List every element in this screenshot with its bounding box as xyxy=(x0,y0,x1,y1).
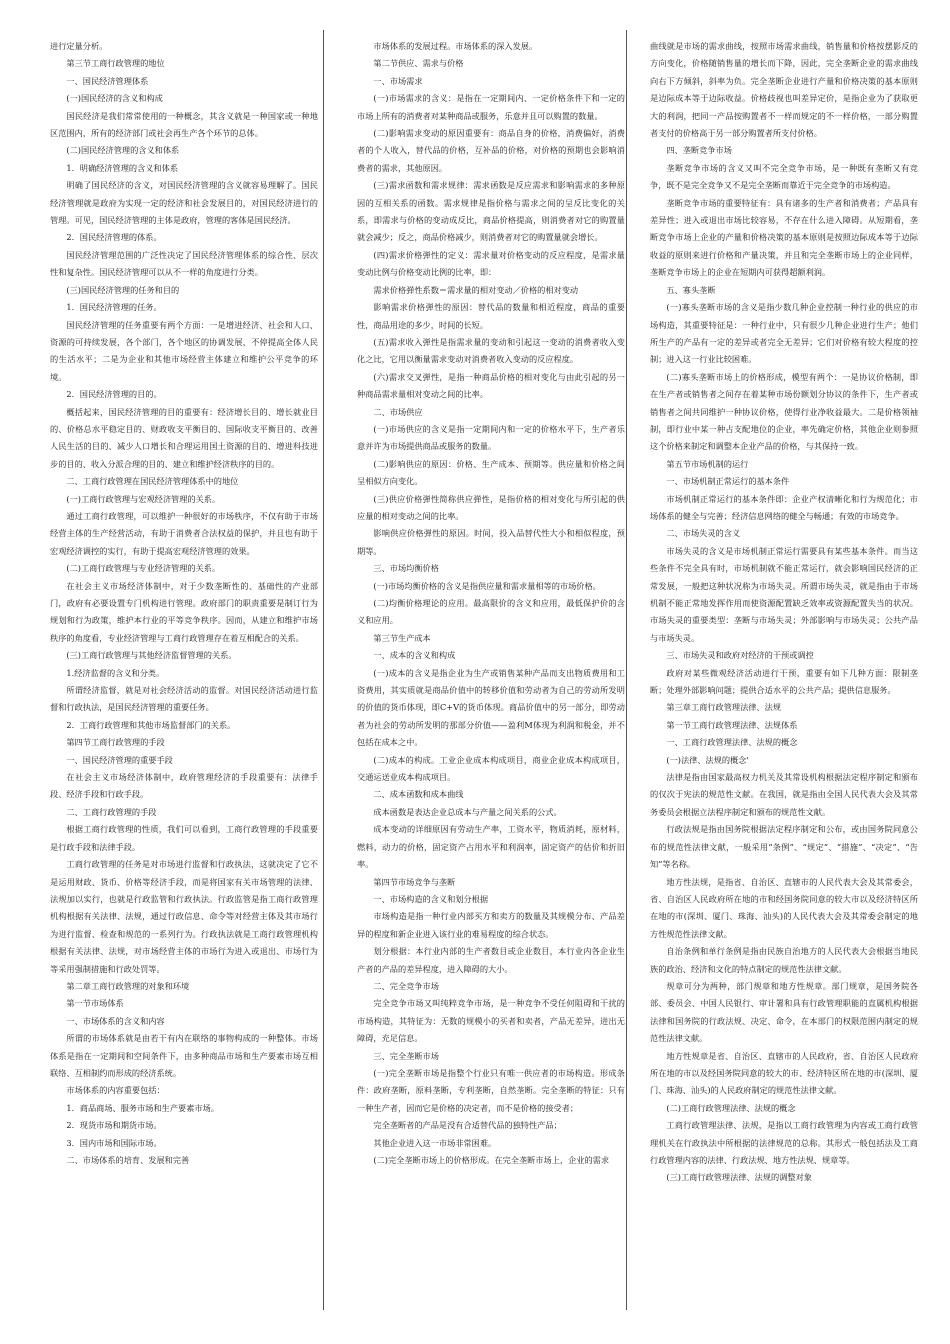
paragraph: (二)成本的构成。工业企业成本构成项目，商业企业成本构成项目，交通运送业成本构成项目。 xyxy=(357,754,625,783)
paragraph: (二)完全垄断市场上的价格形成。在完全垄断市场上，企业的需求 xyxy=(373,1155,610,1165)
paragraph: (三)供应价格弹性简称供应弹性，是指价格的相对变化与所引起的供应量的相对变动之间的比率。 xyxy=(357,493,625,521)
paragraph: (六)需求交叉弹性，是指一种商品价格的相对变化与由此引起的另一种商品需求量相对变动之间的比率。 xyxy=(357,371,625,400)
paragraph: 一、国民经济管理的重要手段 xyxy=(66,754,173,765)
paragraph: 一、成本的含义和构成 xyxy=(373,650,456,661)
paragraph: 3．国内市场和国际市场。 xyxy=(66,1137,162,1148)
paragraph: 概括起来，国民经济管理的目的重要有：经济增长目的、增长就业目的、价格总水平稳定目的、财政收支平衡目的、国际收支平衡目的、改善人民生活的目的、减少人口增长和合理运用国土资源的目的、增进科技进步的目的、收入分派合理的目的、建立和维护经济秩序的目的。 xyxy=(50,406,318,469)
paragraph: 1.经济监督的含义和分类。 xyxy=(66,667,165,678)
paragraph: 国民经济管理范围的广泛性决定了国民经济管理体系的综合性、层次性和复杂性。国民经济管理可以从不一样的角度进行分类。 xyxy=(50,249,318,278)
paragraph: 自治条例和单行条例是指由民族自治地方的人民代表大会根据当地民族的政治、经济和文化的特点制定的规范性法律文献。 xyxy=(650,946,918,974)
paragraph: 一、市场体系的含义和内容 xyxy=(66,1015,165,1026)
paragraph: 完全竞争市场又叫纯粹竞争市场，是一种竞争不受任何阻碍和干扰的市场构造，其特征为：无数的规模小的买者和卖者，产品无差异，进出无障碍，充足信息。 xyxy=(357,998,625,1044)
paragraph: (一)市场需求的含义：是指在一定期间内、一定价格条件下和一定的市场上所有的消费者对某种商品或服务，乐意并且可以购置的数量。 xyxy=(357,93,625,121)
paragraph: 二、完全竞争市场 xyxy=(373,980,439,991)
paragraph: (二)均衡价格理论的应用。最高限价的含义和应用，最低保护价的含义和应用。 xyxy=(357,598,625,626)
paragraph: (一)国民经济的含义和构成 xyxy=(66,93,163,104)
paragraph: 第三章工商行政管理法律、法规 xyxy=(666,702,782,713)
paragraph: 行政法规是指由国务院根据法定程序制定和公布，或由国务院同意公布的规范性法律文献，一般采用“条例”、“规定”、“措施”、“决定”、“告知”等名称。 xyxy=(650,824,918,870)
paragraph: 影响供应价格弹性的原因。时间，投入品替代性大小和相似程度，预期等。 xyxy=(357,528,625,556)
text-column-1 xyxy=(50,38,318,1333)
paragraph: 成本函数是表达企业总成本与产量之间关系的公式。 xyxy=(373,806,562,817)
paragraph: (二)影响供应的原因：价格、生产成本、预期等。供应量和价格之间呈相似方向变化。 xyxy=(357,458,625,487)
paragraph: 规章可分为两种，部门规章和地方性规章。部门规章，是国务院各部、委员会、中国人民银行、审计署和具有行政管理职能的直属机构根据法律和国务院的行政法规、决定、命令，在本部门的权限范围内制定的规范性法律文献。 xyxy=(650,980,918,1044)
paragraph: (一)法律、法规的概念' xyxy=(666,754,749,765)
paragraph: 在社会主义市场经济体制中，对于少数垄断性的、基础性的产业部门，政府有必要设置专门机构进行管理。政府部门的职责重要是制订行为规划和行为政策，维护本行业的平等竞争秩序。因而，从建立和维护市场秩序的角度看，专业经济管理与工商行政管理存在着互相配合的关系。 xyxy=(50,580,318,643)
paragraph: 第一节市场体系 xyxy=(66,998,124,1009)
paragraph: 一、工商行政管理法律、法规的概念 xyxy=(666,737,798,748)
paragraph: 三、市场均衡价格 xyxy=(373,563,439,574)
paragraph: 工商行政管理法律、法规，是指以工商行政管理为内容或工商行政管理机关在行政执法中所根据的法律规范的总称。其形式一般包括法及工商行政管理内容的法律、行政法规、地方性法规、规章等。 xyxy=(650,1120,918,1165)
text-column-2 xyxy=(357,38,625,1333)
paragraph: (五)需求收入弹性是指需求量的变动和引起这一变动的消费者收入变化之比，它用以衡量需求变动对消费者收入变动的反应程度。 xyxy=(357,336,625,365)
paragraph: 一、国民经济管理体系 xyxy=(66,75,149,86)
paragraph: 市场失灵的含义是市场机制正常运行需要具有某些基本条件。而当这些条件不完全具有时，市场机制就不能正常运行，就会影响国民经济的正常发展，一般把这种状况称为市场失灵。所谓市场失灵，就是指由于市场机制不能正常地发挥作用而使资源配置缺乏效率或资源配置失当的状况。市场失灵的重要类型：垄断与市场失灵；外部影响与市场失灵；公共产品与市场失灵。 xyxy=(650,545,918,643)
text-column-3 xyxy=(650,38,918,1333)
paragraph: 2．现货市场和期货市场。 xyxy=(66,1120,162,1131)
paragraph: (一)工商行政管理与宏观经济管理的关系。 xyxy=(66,493,221,504)
paragraph: 二、工商行政管理在国民经济管理体系中的地位 xyxy=(66,476,239,487)
paragraph: 三、市场失灵和政府对经济的干预或调控 xyxy=(666,650,814,661)
paragraph: (一)成本的含义是指企业为生产或销售某种产品而支出物质费用和工资费用，其实质就是商品价值中的转移价值和劳动者为自己的劳动所发明的价值的货币体现，即C+V的货币体现。商品价值中的另一部分，即劳动者为社会的劳动所发明的那部分价值——盈利M体现为利润和税金，并不包括在成本之中。 xyxy=(357,667,625,748)
paragraph: 地方性法规，是指省、自治区、直辖市的人民代表大会及其常委会，省、自治区人民政府所在地的市和经国务院同意的较大市以及经济特区所在地的市(深圳、厦门、珠海、汕头)的人民代表大会及其常委会制定的地方性规范性法律文献。 xyxy=(650,876,918,939)
paragraph: 国民经济是我们常常使用的一种概念，其含义就是一种国家或一种地区范围内，所有的经济部门或社会再生产各个环节的总体。 xyxy=(50,110,318,139)
paragraph: 五、寡头垄断 xyxy=(666,284,716,295)
paragraph: 第三节工商行政管理的地位 xyxy=(66,58,165,69)
paragraph: 二、市场体系的培育、发展和完善 xyxy=(66,1155,190,1165)
paragraph: (二)国民经济管理的含义和体系 xyxy=(66,145,180,156)
paragraph: 所谓的市场体系就是由若干有内在联络的事物构成的一种整体。市场体系是指在一定期间和空间条件下，由多种商品市场和生产要素市场互相联络、互相制约而形成的经济系统。 xyxy=(50,1033,318,1078)
paragraph: (一)市场均衡价格的含义是指供应量和需求量相等的市场价格。 xyxy=(373,580,601,591)
paragraph: 1．国民经济管理的任务。 xyxy=(66,302,162,313)
paragraph: 三、完全垄断市场 xyxy=(373,1050,439,1061)
paragraph: 国民经济管理的任务重要有两个方面：一是增进经济、社会和人口、资源的可持续发展，各个部门，各个地区的协调发展，不停提高全体人民的生活水平；二是为企业和其他市场经营主体建立和维护公平竞争的环境。 xyxy=(50,319,318,382)
paragraph: 完全垄断者的产品是没有合适替代品的独特性产品； xyxy=(373,1120,562,1131)
paragraph: 市场机制正常运行的基本条件即：企业产权清晰化和行为规范化；市场体系的健全与完善；经济信息网络的健全与畅通；有效的市场竞争。 xyxy=(650,493,918,521)
paragraph: 需求价格弹性系数＝需求量的相对变动／价格的相对变动 xyxy=(373,284,579,295)
paragraph: 2．工商行政管理和其他市场监督部门的关系。 xyxy=(66,719,236,730)
paragraph: (一)寡头垄断市场的含义是指少数几种企业控制一种行业的供应的市场构造，其重要特征是：一种行业中，只有很少几种企业进行生产；他们所生产的产品有一定的差异或者完全无差异；它们对价格有较大程度的控制；进入这一行业比较困难。 xyxy=(650,302,918,365)
paragraph: 一、市场机制正常运行的基本条件 xyxy=(666,476,790,487)
paragraph: (四)需求价格弹性的定义：需求量对价格变动的反应程度，是需求量变动比例与价格变动比例的比率，即： xyxy=(357,249,625,278)
paragraph: 政府对某些微观经济活动进行干预，重要有如下几种方面：限制垄断；处理外部影响问题；提供合适水平的公共产品；提供信息服务。 xyxy=(650,667,918,696)
paragraph: (二)工商行政管理与专业经济管理的关系。 xyxy=(66,563,221,574)
paragraph: 2．国民经济管理的体系。 xyxy=(66,232,162,243)
paragraph: 四、垄断竞争市场 xyxy=(666,145,732,156)
column-divider-left xyxy=(323,30,324,1310)
paragraph: 2．国民经济管理的目的。 xyxy=(66,389,162,400)
paragraph: 二、工商行政管理的手段 xyxy=(66,806,157,817)
paragraph: 划分根据：本行业内部的生产者数目或企业数目，本行业内各企业生产者的产品的差异程度，进入障碍的大小。 xyxy=(357,946,625,974)
paragraph: (三)工商行政管理与其他经济监督管理的关系。 xyxy=(66,650,237,661)
paragraph: 二、市场失灵的含义 xyxy=(666,528,741,539)
paragraph: (二)寡头垄断市场上的价格形成，模型有两个：一是协议价格制，即在生产者或销售者之间存在着某种市场份额划分协议的条件下，生产者或销售者之间共同维护一种协议价格，使得行业净收益最大。二是价格领袖制，即行业中某一种占支配地位的企业，率先确定价格，其他企业则参照这个价格来制定和调整本企业产品的价格，与其保持一致。 xyxy=(650,371,918,452)
paragraph: 曲线就是市场的需求曲线，按照市场需求曲线，销售量和价格按摆影反的方向变化，价格随销售量的增长而下降，因此，完全垄断企业的需求曲线向右下方倾斜，斜率为负。完全垄断企业进行产量和价格决策的基本原则是边际成本等于边际收益。价格歧视也叫差异定价，是指企业为了获取更大的利润，把同一产品按购置者不一样而规定的不一样价格，一部分购置者支付的价格高于另一部分购置者所支付价格。 xyxy=(650,41,918,139)
paragraph: 法律是指由国家最高权力机关及其常设机构根据法定程序制定和颁布的仅次于宪法的规范性文献。在我国，就是指由全国人民代表大会及其常务委员会根据立法程序制定和颁布的规范性文献。 xyxy=(650,772,918,817)
paragraph: 1．商品商场、服务市场和生产要素市场。 xyxy=(66,1102,219,1113)
paragraph: 所谓经济监督，就是对社会经济活动的监督。对国民经济活动进行监督和行政执法，是国民经济管理的重要任务。 xyxy=(50,685,318,713)
paragraph: 第二节供应、需求与价格 xyxy=(373,58,464,69)
paragraph: 成本变动的详细原因有劳动生产率，工资水平，物质消耗，原材料，燃料，动力的价格，固定资产占用水平和利润率，固定资产的估价和折旧率。 xyxy=(357,824,625,870)
paragraph: 垄断竞争市场的含义又叫不完全竞争市场，是一种既有垄断又有竞争，既不是完全竞争又不是完全垄断而靠近于完全竞争的市场构造。 xyxy=(650,162,918,191)
paragraph: 第三节生产成本 xyxy=(373,632,431,643)
paragraph: 通过工商行政管理，可以维护一种很好的市场秩序，不仅有助于市场经营主体的生产经营活动，有助于消费者合法权益的保护，并且也有助于宏观经济调控的实行，有助于提高宏观经济管理的效果。 xyxy=(50,510,318,556)
paragraph: (三)国民经济管理的任务和目的 xyxy=(66,284,180,295)
paragraph: (一)市场供应的含义是指一定期间内和一定的价格水平下，生产者乐意并许为市场提供商品或服务的数量。 xyxy=(357,423,625,452)
paragraph: 第五节市场机制的运行 xyxy=(666,458,749,469)
paragraph: 市场体系的内容重要包括： xyxy=(66,1085,165,1096)
paragraph: 明确了国民经济的含义，对国民经济管理的含义就容易理解了。国民经济管理就是政府为实现一定的经济和社会发展目的，对国民经济进行的管理。可见，国民经济管理的主体是政府，管理的客体是国民经济。 xyxy=(50,180,318,226)
paragraph: 根据工商行政管理的性质，我们可以看到，工商行政管理的手段重要是行政手段和法律手段。 xyxy=(50,824,318,852)
paragraph: 其他企业进入这一市场非常困难。 xyxy=(373,1137,497,1148)
paragraph: 一、市场需求 xyxy=(373,75,423,86)
paragraph: (三)工商行政管理法律、法规的调整对象 xyxy=(666,1172,812,1183)
paragraph: (二)工商行政管理法律、法规的概念 xyxy=(666,1102,796,1113)
paragraph: 垄断竞争市场的重要特征有：具有诸多的生产者和消费者；产品具有差异性；进入或退出市场比较容易，不存在什么进入障碍。从短期看，垄断竞争市场上企业的产量和价格决策的基本原则是按照边际成本等于边际收益的原则来进行价格和产量决策，并且和完全垄断市场上的企业同样，垄断竞争市场上的企业在短期内可获得超额利润。 xyxy=(650,197,918,278)
paragraph: 二、市场供应 xyxy=(373,406,423,417)
paragraph: 进行定量分析。 xyxy=(50,41,108,51)
paragraph: 一、市场构造的含义和划分根据 xyxy=(373,893,489,904)
paragraph: 在社会主义市场经济体制中，政府管理经济的手段重要有：法律手段、经济手段和行政手段。 xyxy=(50,772,318,800)
paragraph: 第二章工商行政管理的对象和环境 xyxy=(66,980,190,991)
paragraph: 地方性规章是省、自治区、直辖市的人民政府，省、自治区人民政府所在地的市以及经国务院同意的较大的市、经济特区所在地的市(深圳、厦门、珠海、汕头)的人民政府制定的规范性法律文献。 xyxy=(650,1050,918,1096)
paragraph: 第四节市场竞争与垄断 xyxy=(373,876,456,887)
paragraph: 影响需求价格弹性的原因：替代品的数量和相近程度，商品的重要性，商品用途的多少，时间的长短。 xyxy=(357,302,625,330)
paragraph: 市场体系的发展过程。市场体系的深入发展。 xyxy=(373,41,538,51)
paragraph: (二)影响需求变动的原因重要有：商品自身的价格，消费偏好，消费者的个人收入，替代品的价格，互补品的价格，对价格的预期也会影响消费者的需求，其他原因。 xyxy=(357,128,625,173)
paragraph: 第四节工商行政管理的手段 xyxy=(66,737,165,748)
paragraph: (一)完全垄断市场是指整个行业只有唯一供应者的市场构造。形成条件：政府垄断，原料垄断，专利垄断，自然垄断。完全垄断的特征：只有一种生产者，因而它是价格的决定者，而不是价格的接受者； xyxy=(357,1067,625,1113)
paragraph: (三)需求函数和需求规律：需求函数是反应需求和影响需求的多种原因的互相关系的函数。需求规律是指价格与需求之间的呈反比变化的关系，即需求与价格的变动成反比，商品价格提高，则消费者对它的购置量就会减少；反之，商品价格减少，则消费者对它的购置量就会增长。 xyxy=(357,180,625,243)
paragraph: 市场构造是指一种行业内部买方和卖方的数量及其规模分布、产品差异的程度和新企业进入该行业的难易程度的综合状态。 xyxy=(357,911,625,939)
paragraph: 1．明确经济管理的含义和体系 xyxy=(66,162,179,173)
paragraph: 二、成本函数和成本曲线 xyxy=(373,789,464,800)
paragraph: 第一节工商行政管理法律、法规体系 xyxy=(666,719,798,730)
paragraph: 工商行政管理的任务是对市场进行监督和行政执法，这就决定了它不是运用财政、货币、价格等经济手段，而是将国家有关市场管理的法律、法规加以实行，也就是行政监管和行政执法。行政监管是指工商行政管理机构根据有关法律、法规，通过行政信息、命令等对经营主体及其市场行为进行监督、检查和规范的一系列行为。行政执法就是工商行政管理机构根据有关法律、法规，对市场经营主体的市场行为进入或退出、市场行为等采用强制措施和行政处罚等。 xyxy=(50,859,318,974)
column-divider-right xyxy=(626,30,627,1310)
